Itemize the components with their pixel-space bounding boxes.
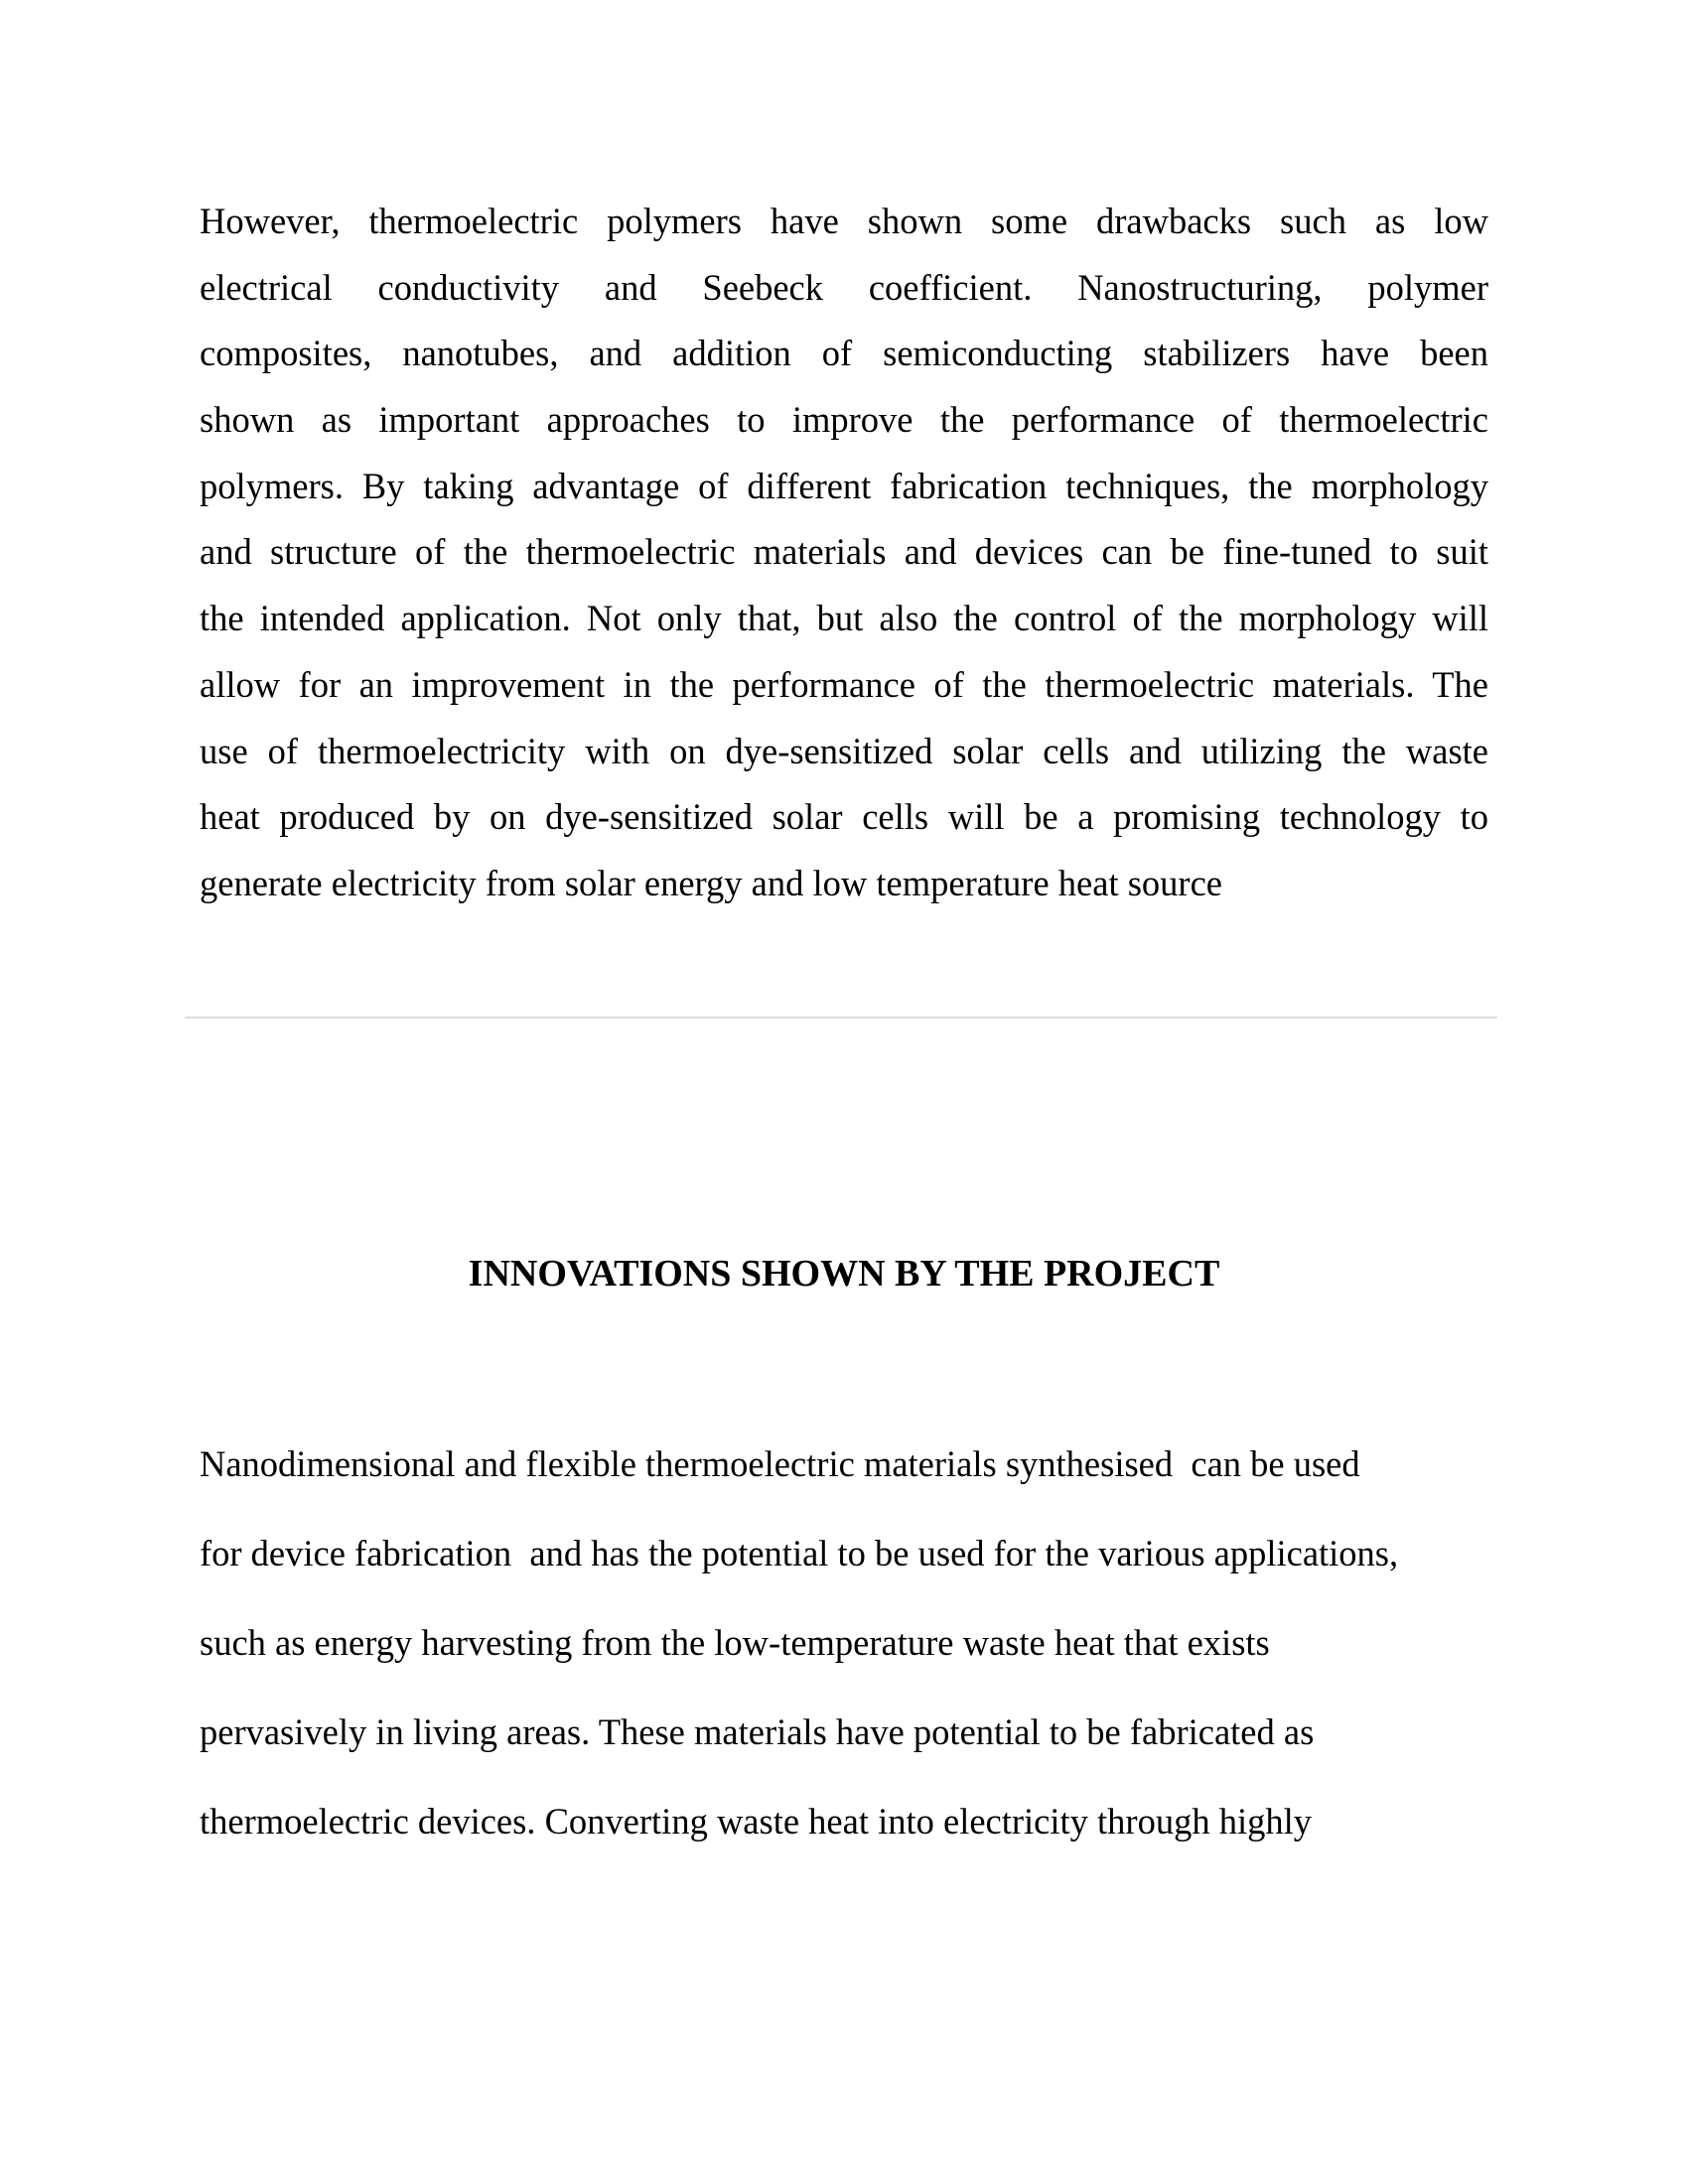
paragraph-line: polymers. By taking advantage of different fabrication techniques, the morphology — [200, 465, 1488, 506]
paragraph-line: generate electricity from solar energy and low temperature heat source — [200, 862, 1222, 903]
page-divider — [185, 1017, 1497, 1019]
paragraph-line: However, thermoelectric polymers have shown some drawbacks such as low — [200, 201, 1488, 241]
paragraph-line: thermoelectric devices. Converting waste heat into electricity through highly — [200, 1801, 1312, 1842]
paragraph-line: for device fabrication and has the potential to be used for the various applications, — [200, 1533, 1399, 1573]
intro-paragraph — [200, 189, 1488, 917]
paragraph-line: use of thermoelectricity with on dye-sensitized solar cells and utilizing the waste — [200, 730, 1488, 771]
paragraph-line: such as energy harvesting from the low-temperature waste heat that exists — [200, 1622, 1270, 1663]
paragraph-line: allow for an improvement in the performance of the thermoelectric materials. The — [200, 663, 1488, 705]
paragraph-line: shown as important approaches to improve the performance of thermoelectric — [200, 399, 1488, 441]
paragraph-line: and structure of the thermoelectric materials and devices can be fine-tuned to suit — [200, 531, 1488, 573]
paragraph-line: composites, nanotubes, and addition of semiconducting stabilizers have been — [200, 333, 1488, 374]
innovations-paragraph — [200, 1420, 1510, 1866]
paragraph-line: Nanodimensional and flexible thermoelectric materials synthesised can be used — [200, 1443, 1360, 1484]
paragraph-line: electrical conductivity and Seebeck coefficient. Nanostructuring, polymer — [200, 266, 1488, 308]
paragraph-line: heat produced by on dye-sensitized solar cells will be a promising technology to — [200, 796, 1488, 838]
paragraph-line: pervasively in living areas. These materials have potential to be fabricated as — [200, 1711, 1315, 1752]
section-heading: INNOVATIONS SHOWN BY THE PROJECT — [468, 1253, 1220, 1295]
paragraph-line: the intended application. Not only that, but also the control of the morphology will — [200, 598, 1488, 639]
